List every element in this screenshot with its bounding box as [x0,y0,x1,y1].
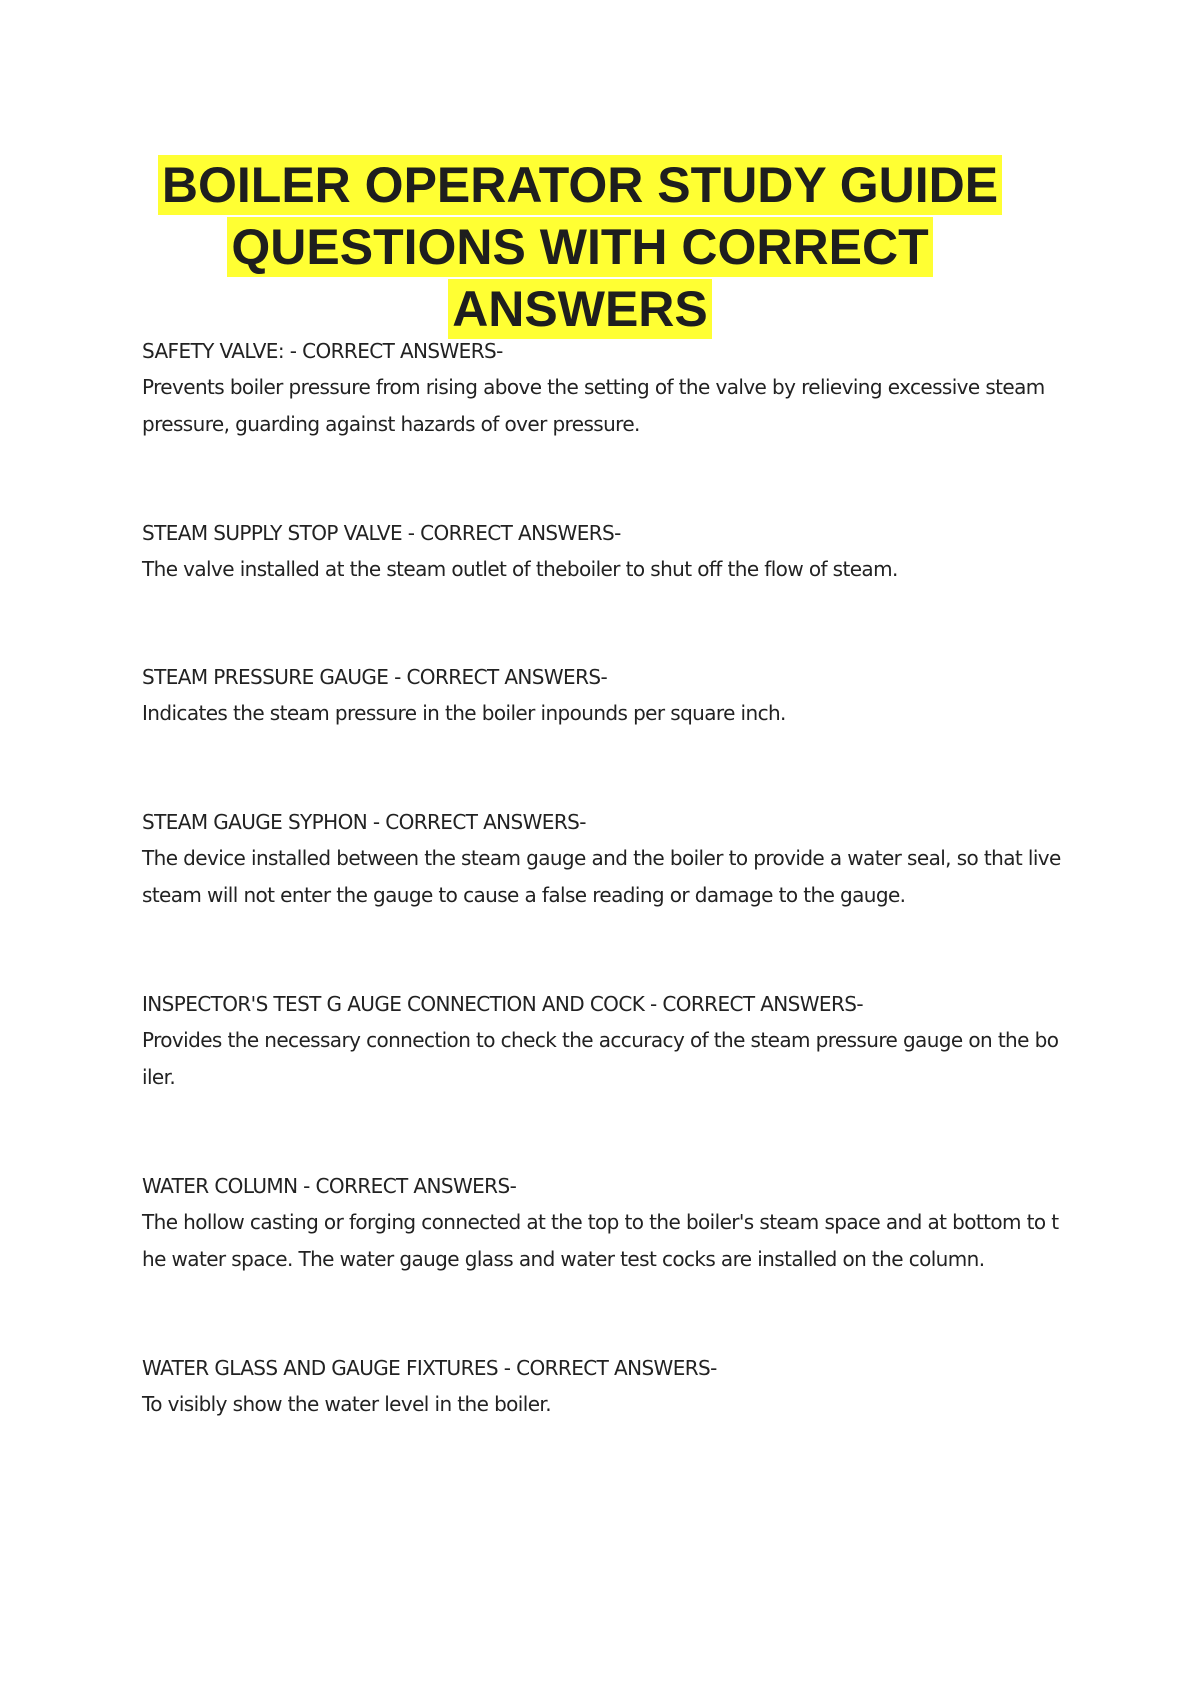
qa-term: WATER COLUMN - CORRECT ANSWERS- [142,1174,517,1198]
qa-entry-inspectors-test-gauge [142,986,1062,1096]
qa-entry-steam-gauge-syphon [142,804,1062,914]
qa-term: WATER GLASS AND GAUGE FIXTURES - CORRECT ANSWERS- [142,1356,717,1380]
qa-answer: The device installed between the steam gauge and the boiler to provide a water seal, so that live steam will not enter the gauge to cause a false reading or damage to the gauge. [142,846,1061,907]
title-line-3: ANSWERS [448,279,712,339]
qa-answer: Prevents boiler pressure from rising above the setting of the valve by relieving excessive steam pressure, guarding against hazards of over pressure. [142,375,1045,436]
qa-term: STEAM PRESSURE GAUGE - CORRECT ANSWERS- [142,665,608,689]
qa-answer: To visibly show the water level in the boiler. [142,1392,551,1416]
qa-entry-water-glass-fixtures [142,1350,1062,1423]
qa-term: STEAM SUPPLY STOP VALVE - CORRECT ANSWERS- [142,521,621,545]
title-line-1: BOILER OPERATOR STUDY GUIDE [158,155,1002,215]
qa-entry-safety-valve [142,333,1062,443]
title-line-2: QUESTIONS WITH CORRECT [227,217,932,277]
qa-term: INSPECTOR'S TEST G AUGE CONNECTION AND COCK - CORRECT ANSWERS- [142,992,863,1016]
qa-term: SAFETY VALVE: - CORRECT ANSWERS- [142,339,503,363]
qa-term: STEAM GAUGE SYPHON - CORRECT ANSWERS- [142,810,586,834]
qa-answer: Indicates the steam pressure in the boiler inpounds per square inch. [142,701,786,725]
qa-entry-steam-supply-stop-valve [142,515,1062,588]
qa-answer: Provides the necessary connection to check the accuracy of the steam pressure gauge on the boiler. [142,1028,1059,1089]
qa-entry-steam-pressure-gauge [142,659,1062,732]
qa-answer: The hollow casting or forging connected at the top to the boiler's steam space and at bottom to the water space. The water gauge glass and water test cocks are installed on the column. [142,1210,1059,1271]
document-title [140,155,1020,341]
qa-entry-water-column [142,1168,1062,1278]
qa-answer: The valve installed at the steam outlet of theboiler to shut off the flow of steam. [142,557,898,581]
